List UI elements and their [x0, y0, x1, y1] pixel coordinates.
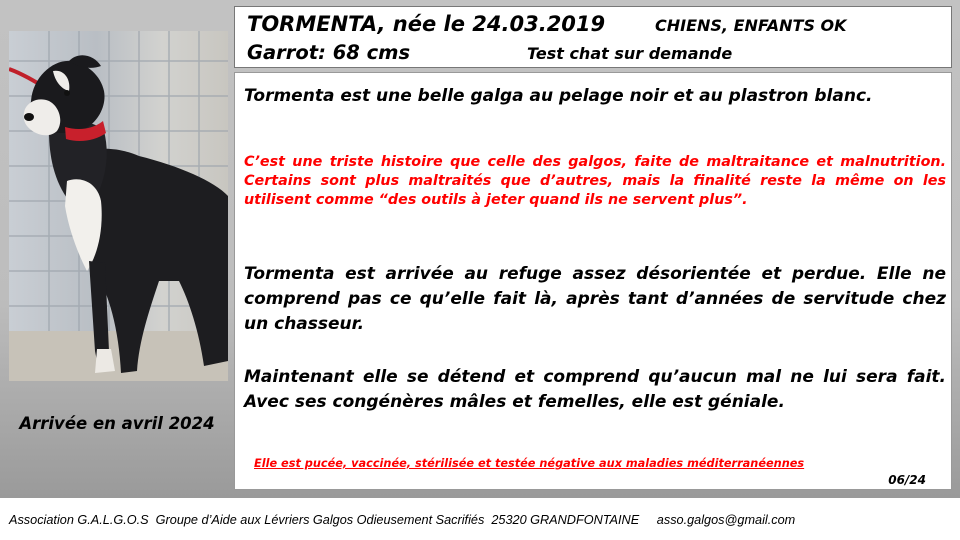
description-box [234, 72, 952, 490]
garrot-height: Garrot: 68 cms [247, 41, 411, 64]
description-paragraph-1: Tormenta est une belle galga au pelage noir et au plastron blanc. [244, 86, 873, 106]
description-paragraph-3: Tormenta est arrivée au refuge assez désorientée et perdue. Elle ne comprend pas ce qu’elle fait là, après tant d’années de servitude chez un chasseur. [244, 264, 946, 334]
header-box [234, 6, 952, 68]
galgos-story-paragraph: C’est une triste histoire que celle des galgos, faite de maltraitance et malnutrition. Certains sont plus maltraités que d’autres, mais la finalité reste la même on les utilisent comme “des outils à jeter quand ils ne servent plus”. [244, 154, 946, 208]
health-status-text: Elle est pucée, vaccinée, stérilisée et testée négative aux maladies méditerranéennes [254, 457, 805, 470]
compatibility-text: CHIENS, ENFANTS OK [655, 16, 847, 35]
dog-photo [9, 31, 228, 381]
association-info: Association G.A.L.G.O.S Groupe d’Aide aux Lévriers Galgos Odieusement Sacrifiés 25320 GRANDFONTAINE asso.galgos@gmail.com [9, 513, 796, 527]
footer [0, 498, 960, 540]
description-paragraph-4: Maintenant elle se détend et comprend qu’aucun mal ne lui sera fait. Avec ses congénères mâles et femelles, elle est géniale. [244, 367, 946, 412]
arrival-caption: Arrivée en avril 2024 [19, 414, 215, 433]
cat-test-text: Test chat sur demande [527, 44, 733, 63]
dog-name-birthdate: TORMENTA, née le 24.03.2019 [247, 12, 606, 36]
page-number: 06/24 [888, 473, 926, 487]
